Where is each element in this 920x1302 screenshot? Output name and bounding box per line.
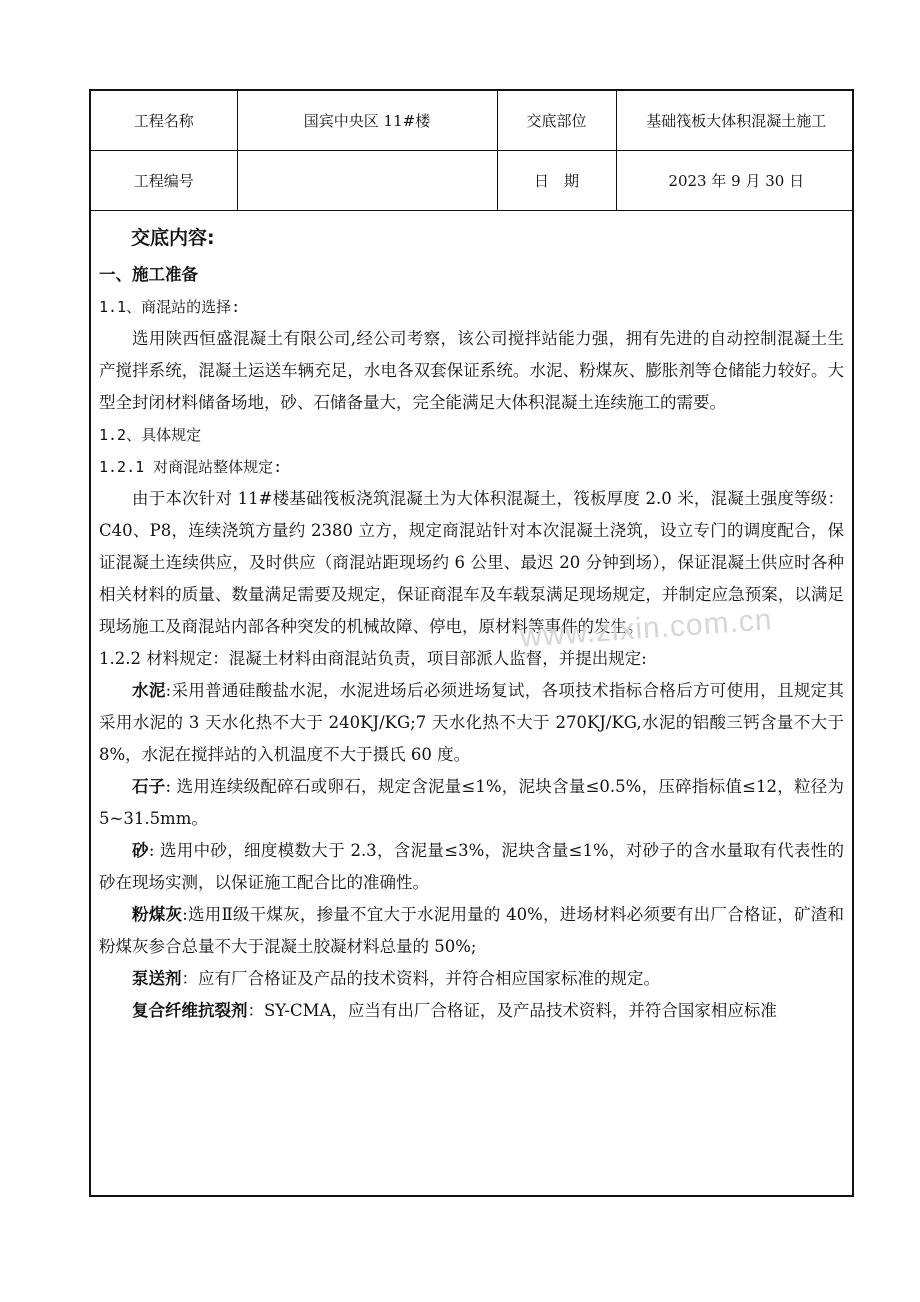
pump-agent-text: ：应有厂合格证及产品的技术资料，并符合相应国家标准的规定。 bbox=[181, 969, 660, 988]
date-value: 2023 年 9 月 30 日 bbox=[616, 151, 854, 211]
content-title: 交底内容: bbox=[131, 227, 215, 249]
pump-agent-label: 泵送剂 bbox=[132, 969, 182, 988]
paragraph-1-2-1: 由于本次针对 11#楼基础筏板浇筑混凝土为大体积混凝土，筏板厚度 2.0 米，混凝土强度等级：C40、P8，连续浇筑方量约 2380 立方，规定商混站针对本次混凝土浇筑，设立专门的调度配合，保证混凝土连续供应，及时供应（商混站距现场约 6 公里、最迟 20 分钟到场），保证混凝土供应时各种相关材料的质量、数量满足需要及规定，保证商混车及车载泵满足现场规定，并制定应急预案，以满足现场施工及商混站内部各种突发的机械故障、停电，原材料等事件的发生。 bbox=[99, 489, 844, 636]
header-table bbox=[91, 91, 854, 211]
fiber-text: ：SY-CMA，应当有出厂合格证，及产品技术资料，并符合国家相应标准 bbox=[247, 1001, 777, 1020]
project-number-label: 工程编号 bbox=[91, 151, 237, 211]
project-name-label: 工程名称 bbox=[91, 91, 237, 151]
subsection-1-1: 1.1、商混站的选择: bbox=[99, 298, 241, 316]
stone-label: 石子 bbox=[132, 777, 166, 796]
flyash-item bbox=[99, 899, 844, 963]
flyash-label: 粉煤灰 bbox=[132, 905, 183, 924]
fiber-label: 复合纤维抗裂剂 bbox=[132, 1001, 248, 1020]
sand-label: 砂 bbox=[132, 841, 149, 860]
header-row-2 bbox=[91, 151, 854, 211]
project-name-value: 国宾中央区 11#楼 bbox=[237, 91, 497, 151]
pump-agent-item bbox=[99, 963, 844, 995]
paragraph-1-1: 选用陕西恒盛混凝土有限公司,经公司考察，该公司搅拌站能力强，拥有先进的自动控制混凝土生产搅拌系统，混凝土运送车辆充足，水电各双套保证系统。水泥、粉煤灰、膨胀剂等仓储能力较好。大型全封闭材料储备场地，砂、石储备量大，完全能满足大体积混凝土连续施工的需要。 bbox=[99, 329, 844, 412]
sand-text: : 选用中砂，细度模数大于 2.3，含泥量≤3%，泥块含量≤1%，对砂子的含水量取有代表性的砂在现场实测，以保证施工配合比的准确性。 bbox=[99, 841, 845, 892]
stone-item bbox=[99, 771, 844, 835]
date-label: 日 期 bbox=[497, 151, 616, 211]
subsection-1-2: 1.2、具体规定 bbox=[99, 426, 202, 444]
stone-text: : 选用连续级配碎石或卵石，规定含泥量≤1%，泥块含量≤0.5%，压碎指标值≤12，粒径为 5~31.5mm。 bbox=[99, 777, 845, 828]
flyash-text: :选用Ⅱ级干煤灰，掺量不宜大于水泥用量的 40%，进场材料必须要有出厂合格证，矿渣和粉煤灰参合总量不大于混凝土胶凝材料总量的 50%; bbox=[99, 905, 844, 956]
subsection-1-2-1: 1.2.1 对商混站整体规定: bbox=[99, 458, 283, 476]
disclosure-part-value: 基础筏板大体积混凝土施工 bbox=[616, 91, 854, 151]
sand-item bbox=[99, 835, 844, 899]
disclosure-part-label: 交底部位 bbox=[497, 91, 616, 151]
cement-item bbox=[99, 675, 844, 771]
cement-text: :采用普通硅酸盐水泥，水泥进场后必须进场复试，各项技术指标合格后方可使用，且规定其采用水泥的 3 天水化热不大于 240KJ/KG;7 天水化热不大于 270KJ/KG,水泥的铝酸三钙含量不大于 8%，水泥在搅拌站的入机温度不大于摄氏 60 度。 bbox=[99, 681, 844, 764]
watermark: www.zixin.com.cn bbox=[519, 603, 774, 654]
section-heading: 一、施工准备 bbox=[99, 265, 198, 284]
document-sheet bbox=[89, 89, 854, 1197]
cement-label: 水泥 bbox=[132, 681, 166, 700]
header-row-1 bbox=[91, 91, 854, 151]
fiber-item bbox=[99, 995, 844, 1027]
project-number-value bbox=[237, 151, 497, 211]
subsection-1-2-2: 1.2.2 材料规定：混凝土材料由商混站负责，项目部派人监督，并提出规定: bbox=[99, 649, 647, 668]
